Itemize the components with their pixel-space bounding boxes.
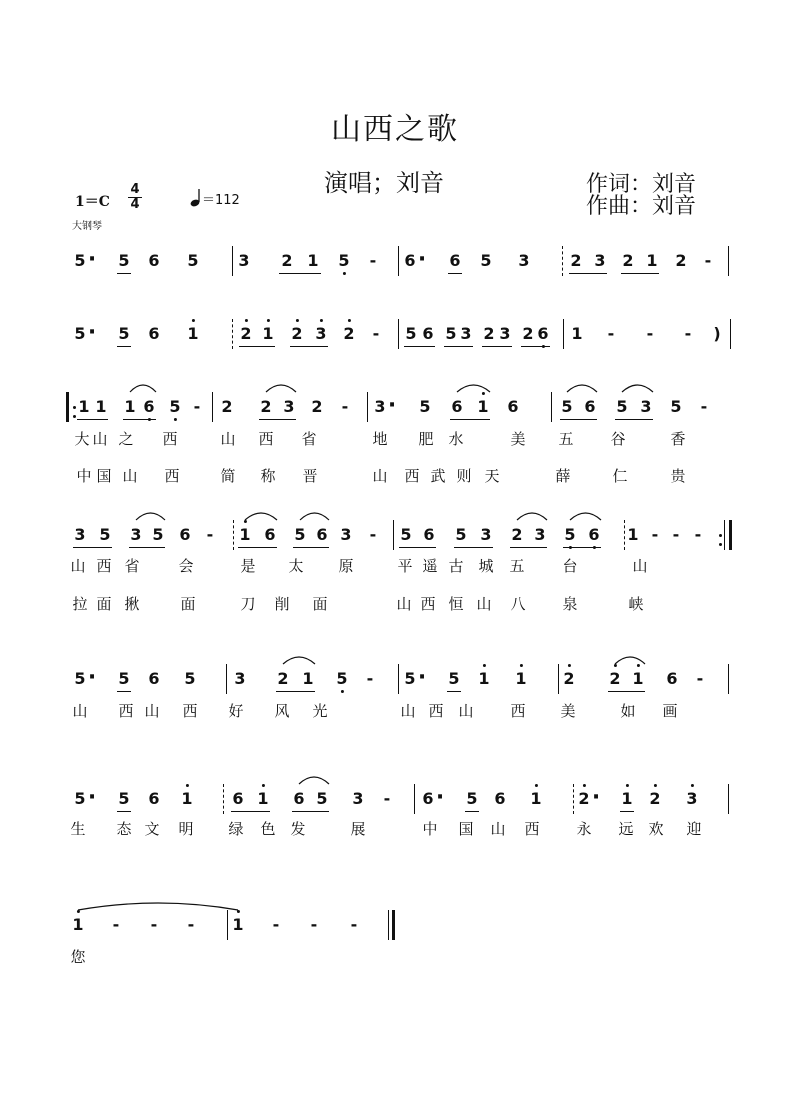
dash-mark: - bbox=[193, 397, 201, 416]
lyric-syllable: 峡 bbox=[628, 595, 644, 613]
slur bbox=[245, 513, 277, 520]
note: 5 bbox=[480, 251, 492, 270]
lyric-syllable: 天 bbox=[484, 467, 500, 485]
slur bbox=[283, 657, 315, 664]
dash-mark: - bbox=[206, 525, 214, 544]
note: 1 bbox=[262, 325, 273, 343]
note: 5 bbox=[405, 324, 417, 343]
lyric-syllable: 太 bbox=[288, 557, 304, 575]
lyric-syllable: 薛 bbox=[555, 467, 571, 485]
dash-mark: - bbox=[272, 915, 280, 934]
note: 3 bbox=[499, 324, 511, 343]
slur bbox=[615, 657, 645, 664]
lyric-syllable: 发 bbox=[290, 820, 306, 838]
note: 1 bbox=[187, 325, 198, 343]
note: 1 bbox=[632, 670, 643, 688]
augmentation-dot: · bbox=[435, 785, 445, 810]
note: 6 bbox=[148, 324, 160, 343]
slur bbox=[136, 513, 165, 520]
lyric-syllable: 晋 bbox=[302, 467, 318, 485]
note: 2 bbox=[343, 325, 354, 343]
lyric-syllable: 风 bbox=[274, 702, 290, 720]
note: 5 bbox=[118, 324, 130, 343]
composer-credit: 作曲：刘音 bbox=[586, 194, 697, 219]
closing-paren: ) bbox=[713, 324, 721, 343]
lyric-syllable: 肥 bbox=[418, 430, 434, 448]
instrument-label: 大钢琴 bbox=[72, 221, 102, 232]
note: 5 bbox=[74, 669, 86, 688]
note: 5 bbox=[561, 397, 573, 416]
note: 1 bbox=[181, 790, 192, 808]
note: 6 bbox=[588, 526, 599, 544]
note: 5 bbox=[338, 252, 349, 270]
note: 1 bbox=[232, 916, 243, 934]
note: 3 bbox=[686, 790, 697, 808]
note: 5 bbox=[74, 789, 86, 808]
note: 6 bbox=[507, 397, 519, 416]
note: 3 bbox=[283, 397, 295, 416]
lyric-syllable: 色 bbox=[260, 820, 276, 838]
lyric-syllable: 好 bbox=[228, 702, 244, 720]
lyric-syllable: 如 bbox=[620, 702, 636, 720]
lyric-syllable: 遥 bbox=[422, 557, 438, 575]
lyric-syllable: 画 bbox=[662, 702, 678, 720]
note: 3 bbox=[594, 251, 606, 270]
augmentation-dot: · bbox=[87, 785, 97, 810]
note: 2 bbox=[570, 251, 582, 270]
dash-mark: - bbox=[694, 525, 702, 544]
slur bbox=[567, 385, 597, 392]
slur bbox=[570, 513, 601, 520]
lyric-syllable: 五 bbox=[558, 430, 574, 448]
dash-mark: - bbox=[704, 251, 712, 270]
augmentation-dot: · bbox=[87, 665, 97, 690]
lyric-syllable: 山 bbox=[632, 557, 648, 575]
song-title: 山西之歌 bbox=[331, 112, 459, 147]
dash-mark: - bbox=[684, 324, 692, 343]
key-signature: 1＝C bbox=[75, 194, 110, 210]
note: 6 bbox=[666, 669, 678, 688]
note: 6 bbox=[264, 525, 276, 544]
lyric-syllable: 山 bbox=[400, 702, 416, 720]
dash-mark: - bbox=[310, 915, 318, 934]
lyric-syllable: 大 bbox=[74, 430, 90, 448]
slur bbox=[300, 513, 329, 520]
lyric-syllable: 会 bbox=[178, 557, 194, 575]
time-signature-top: 4 bbox=[130, 182, 140, 197]
note: 1 bbox=[515, 670, 526, 688]
note: 1 bbox=[124, 397, 136, 416]
note: 5 bbox=[152, 525, 164, 544]
dash-mark: - bbox=[607, 324, 615, 343]
note: 3 bbox=[640, 397, 652, 416]
note: 6 bbox=[423, 525, 435, 544]
lyric-syllable: 山 bbox=[144, 702, 160, 720]
tempo-value: ＝112 bbox=[202, 193, 240, 208]
slur bbox=[299, 777, 329, 784]
dash-mark: - bbox=[646, 324, 654, 343]
lyric-syllable: 美 bbox=[510, 430, 526, 448]
note: 3 bbox=[234, 669, 246, 688]
note: 5 bbox=[118, 789, 130, 808]
note: 3 bbox=[130, 525, 142, 544]
note: 5 bbox=[74, 251, 86, 270]
note: 2 bbox=[260, 397, 272, 416]
note: 3 bbox=[340, 525, 352, 544]
lyric-syllable: 文 bbox=[144, 820, 160, 838]
note: 1 bbox=[646, 251, 658, 270]
note: 1 bbox=[621, 790, 632, 808]
slur bbox=[78, 903, 238, 910]
lyric-syllable: 简 bbox=[220, 467, 236, 485]
lyric-syllable: 山 bbox=[476, 595, 492, 613]
note: 5 bbox=[564, 526, 575, 544]
lyric-syllable: 山 bbox=[490, 820, 506, 838]
lyric-syllable: 泉 bbox=[562, 595, 578, 613]
note: 5 bbox=[118, 251, 130, 270]
lyric-syllable: 中 bbox=[76, 467, 92, 485]
note: 2 bbox=[578, 790, 589, 808]
note: 6 bbox=[537, 325, 548, 343]
dash-mark: - bbox=[696, 669, 704, 688]
note: 3 bbox=[480, 525, 492, 544]
note: 1 bbox=[257, 790, 268, 808]
lyric-syllable: 态 bbox=[116, 820, 132, 838]
lyric-syllable: 中 bbox=[422, 820, 438, 838]
lyric-syllable: 拉 bbox=[72, 595, 88, 613]
lyric-syllable: 西 bbox=[118, 702, 134, 720]
lyric-syllable: 刀 bbox=[240, 595, 256, 613]
augmentation-dot: · bbox=[87, 320, 97, 345]
augmentation-dot: · bbox=[417, 665, 427, 690]
note: 5 bbox=[400, 525, 412, 544]
note: 6 bbox=[148, 789, 160, 808]
note: 2 bbox=[240, 325, 251, 343]
lyric-syllable: 永 bbox=[576, 820, 592, 838]
note: 1 bbox=[239, 526, 250, 544]
note: 5 bbox=[99, 525, 111, 544]
lyric-syllable: 明 bbox=[178, 820, 194, 838]
time-signature-bottom: 4 bbox=[128, 197, 142, 212]
dash-mark: - bbox=[369, 251, 377, 270]
lyric-syllable: 面 bbox=[312, 595, 328, 613]
lyric-syllable: 展 bbox=[350, 820, 366, 838]
note: 6 bbox=[293, 789, 305, 808]
note: 5 bbox=[455, 525, 467, 544]
lyric-syllable: 称 bbox=[260, 467, 276, 485]
lyric-syllable: 山 bbox=[458, 702, 474, 720]
lyric-syllable: 贵 bbox=[670, 467, 686, 485]
note: 6 bbox=[232, 789, 244, 808]
lyric-syllable: 原 bbox=[338, 557, 354, 575]
note: 6 bbox=[404, 251, 416, 270]
note: 2 bbox=[622, 251, 634, 270]
note: 1 bbox=[571, 324, 583, 343]
augmentation-dot: · bbox=[591, 785, 601, 810]
lyric-syllable: 水 bbox=[448, 430, 464, 448]
note: 6 bbox=[143, 398, 154, 416]
note: 5 bbox=[187, 251, 199, 270]
note: 2 bbox=[563, 670, 574, 688]
lyric-syllable: 西 bbox=[420, 595, 436, 613]
note: 1 bbox=[627, 525, 639, 544]
note: 6 bbox=[451, 397, 463, 416]
lyric-syllable: 地 bbox=[372, 430, 388, 448]
note: 2 bbox=[291, 325, 302, 343]
note: 5 bbox=[404, 669, 416, 688]
note: 5 bbox=[184, 669, 196, 688]
note: 2 bbox=[221, 397, 233, 416]
note: 1 bbox=[477, 398, 488, 416]
lyric-syllable: 西 bbox=[428, 702, 444, 720]
note: 3 bbox=[315, 325, 326, 343]
lyric-syllable: 西 bbox=[96, 557, 112, 575]
lyric-syllable: 削 bbox=[274, 595, 290, 613]
lyric-syllable: 省 bbox=[301, 430, 317, 448]
lyric-syllable: 面 bbox=[96, 595, 112, 613]
dash-mark: - bbox=[372, 324, 380, 343]
lyric-syllable: 美 bbox=[560, 702, 576, 720]
lyric-syllable: 恒 bbox=[448, 595, 464, 613]
lyric-syllable: 国 bbox=[458, 820, 474, 838]
lyric-syllable: 香 bbox=[670, 430, 686, 448]
lyric-syllable: 五 bbox=[509, 557, 525, 575]
lyric-syllable: 山 bbox=[220, 430, 236, 448]
lyric-syllable: 西 bbox=[258, 430, 274, 448]
lyric-syllable: 生 bbox=[70, 820, 86, 838]
lyric-syllable: 台 bbox=[562, 557, 578, 575]
lyric-syllable: 绿 bbox=[228, 820, 244, 838]
note: 2 bbox=[511, 525, 523, 544]
dash-mark: - bbox=[150, 915, 158, 934]
note: 2 bbox=[311, 397, 323, 416]
note: 6 bbox=[148, 669, 160, 688]
slur bbox=[266, 385, 296, 392]
dash-mark: - bbox=[651, 525, 659, 544]
slur bbox=[457, 385, 490, 392]
note: 1 bbox=[72, 916, 83, 934]
slur bbox=[517, 513, 547, 520]
lyric-syllable: 山 bbox=[72, 702, 88, 720]
note: 5 bbox=[169, 398, 180, 416]
lyric-syllable: 西 bbox=[510, 702, 526, 720]
dash-mark: - bbox=[700, 397, 708, 416]
augmentation-dot: · bbox=[417, 247, 427, 272]
lyric-syllable: 仁 bbox=[612, 467, 628, 485]
lyric-syllable: 山 bbox=[122, 467, 138, 485]
note: 5 bbox=[419, 397, 431, 416]
lyric-syllable: 西 bbox=[164, 467, 180, 485]
slur bbox=[622, 385, 653, 392]
lyric-syllable: 之 bbox=[118, 430, 134, 448]
note: 3 bbox=[352, 789, 364, 808]
lyric-syllable: 面 bbox=[180, 595, 196, 613]
note: 1 bbox=[478, 670, 489, 688]
lyricist-credit: 作词：刘音 bbox=[586, 172, 697, 197]
note: 5 bbox=[118, 669, 130, 688]
lyric-syllable: 省 bbox=[124, 557, 140, 575]
augmentation-dot: · bbox=[87, 247, 97, 272]
lyric-syllable: 西 bbox=[524, 820, 540, 838]
lyric-syllable: 国 bbox=[96, 467, 112, 485]
dash-mark: - bbox=[366, 669, 374, 688]
dash-mark: - bbox=[341, 397, 349, 416]
note: 2 bbox=[609, 670, 620, 688]
lyric-syllable: 西 bbox=[162, 430, 178, 448]
note: 6 bbox=[316, 525, 328, 544]
lyric-syllable: 西 bbox=[404, 467, 420, 485]
lyric-syllable: 武 bbox=[430, 467, 446, 485]
note: 1 bbox=[302, 669, 314, 688]
lyric-syllable: 远 bbox=[618, 820, 634, 838]
lyric-syllable: 则 bbox=[456, 467, 472, 485]
dash-mark: - bbox=[672, 525, 680, 544]
dash-mark: - bbox=[112, 915, 120, 934]
note: 2 bbox=[675, 251, 687, 270]
lyric-syllable: 西 bbox=[182, 702, 198, 720]
note: 1 bbox=[95, 397, 107, 416]
note: 5 bbox=[74, 324, 86, 343]
note: 1 bbox=[307, 251, 319, 270]
note: 2 bbox=[522, 324, 534, 343]
note: 6 bbox=[584, 397, 596, 416]
note: 6 bbox=[449, 251, 461, 270]
dash-mark: - bbox=[187, 915, 195, 934]
lyric-syllable: 八 bbox=[510, 595, 526, 613]
slur bbox=[130, 385, 156, 392]
note: 2 bbox=[649, 790, 660, 808]
note: 2 bbox=[277, 669, 289, 688]
note: 6 bbox=[422, 324, 434, 343]
lyric-syllable: 平 bbox=[397, 557, 413, 575]
dash-mark: - bbox=[350, 915, 358, 934]
lyric-syllable: 您 bbox=[70, 948, 86, 966]
note: 3 bbox=[374, 397, 386, 416]
dash-mark: - bbox=[369, 525, 377, 544]
note: 3 bbox=[460, 324, 472, 343]
singer-credit: 演唱；刘音 bbox=[324, 169, 444, 197]
lyric-syllable: 光 bbox=[312, 702, 328, 720]
lyric-syllable: 山 bbox=[92, 430, 108, 448]
note: 5 bbox=[670, 397, 682, 416]
note: 6 bbox=[422, 789, 434, 808]
lyric-syllable: 是 bbox=[240, 557, 256, 575]
note: 3 bbox=[74, 525, 86, 544]
note: 3 bbox=[518, 251, 530, 270]
note: 5 bbox=[448, 669, 460, 688]
lyric-syllable: 古 bbox=[448, 557, 464, 575]
note: 2 bbox=[281, 251, 293, 270]
note: 5 bbox=[336, 670, 347, 688]
augmentation-dot: · bbox=[387, 393, 397, 418]
lyric-syllable: 山 bbox=[70, 557, 86, 575]
lyric-syllable: 山 bbox=[396, 595, 412, 613]
lyric-syllable: 迎 bbox=[686, 820, 702, 838]
note: 6 bbox=[148, 251, 160, 270]
note: 2 bbox=[483, 324, 495, 343]
note: 6 bbox=[494, 789, 506, 808]
lyric-syllable: 欢 bbox=[648, 820, 664, 838]
note: 3 bbox=[238, 251, 250, 270]
dash-mark: - bbox=[383, 789, 391, 808]
note: 1 bbox=[530, 790, 541, 808]
note: 5 bbox=[316, 789, 328, 808]
note: 5 bbox=[466, 789, 478, 808]
note: 3 bbox=[534, 525, 546, 544]
note: 5 bbox=[445, 324, 457, 343]
note: 5 bbox=[616, 397, 628, 416]
note: 6 bbox=[179, 525, 191, 544]
note: 1 bbox=[78, 397, 90, 416]
lyric-syllable: 城 bbox=[478, 557, 494, 575]
lyric-syllable: 山 bbox=[372, 467, 388, 485]
note: 5 bbox=[294, 525, 306, 544]
lyric-syllable: 揪 bbox=[124, 595, 140, 613]
lyric-syllable: 谷 bbox=[610, 430, 626, 448]
